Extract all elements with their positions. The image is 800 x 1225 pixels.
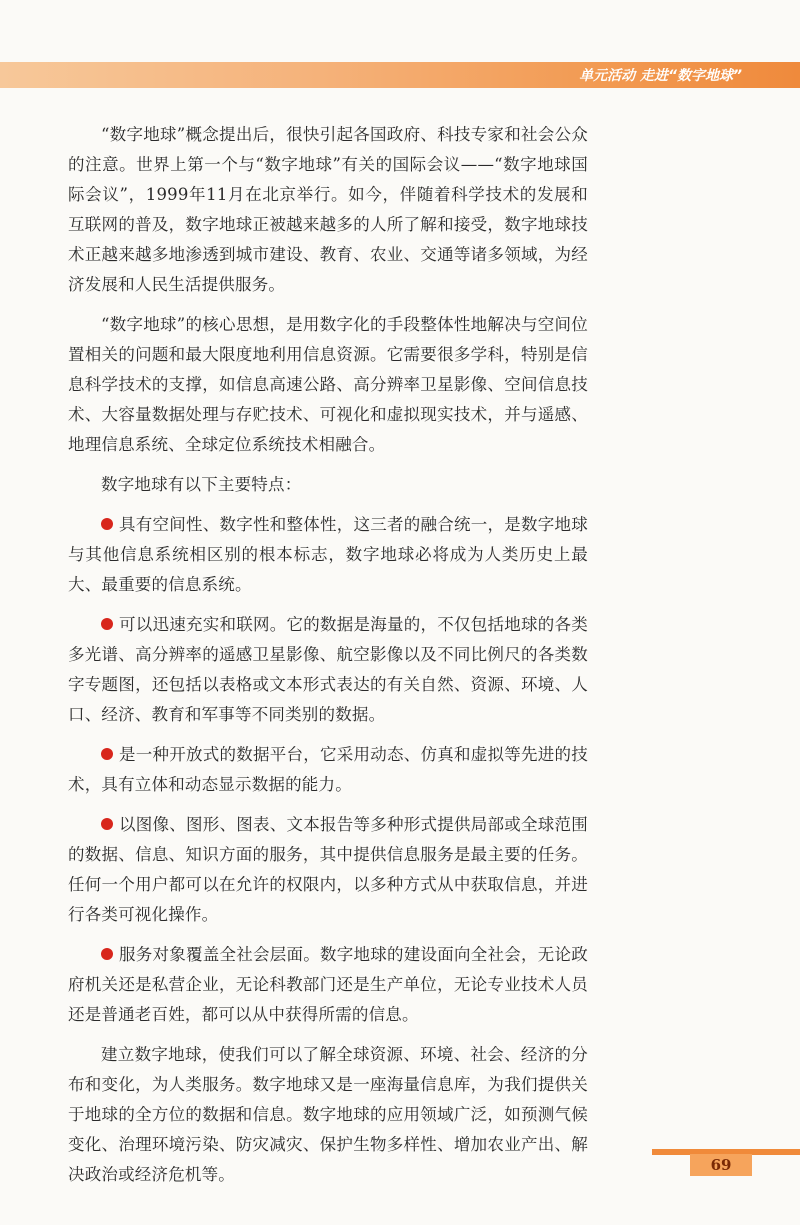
bullet-icon [101,618,113,630]
feature-item [68,610,588,730]
paragraph-core-idea: “数字地球”的核心思想，是用数字化的手段整体性地解决与空间位置相关的问题和最大限度地利用信息资源。它需要很多学科，特别是信息科学技术的支撑，如信息高速公路、高分辨率卫星影像、空间信息技术、大容量数据处理与存贮技术、可视化和虚拟现实技术，并与遥感、地理信息系统、全球定位系统技术相融合。 [68,315,588,454]
unit-title: 单元活动 走进“数字地球” [579,68,742,84]
bullet-icon [101,948,113,960]
paragraph-conclusion: 建立数字地球，使我们可以了解全球资源、环境、社会、经济的分布和变化，为人类服务。数字地球又是一座海量信息库，为我们提供关于地球的全方位的数据和信息。数字地球的应用领域广泛，如预测气候变化、治理环境污染、防灾减灾、保护生物多样性、增加农业产出、解决政治或经济危机等。 [68,1045,588,1184]
paragraph-features-lead: 数字地球有以下主要特点： [101,475,302,494]
bullet-icon [101,818,113,830]
feature-item [68,940,588,1030]
bullet-icon [101,518,113,530]
page-body [68,120,588,1200]
feature-text: 具有空间性、数字性和整体性，这三者的融合统一，是数字地球与其他信息系统相区别的根本标志，数字地球必将成为人类历史上最大、最重要的信息系统。 [68,515,588,594]
feature-text: 以图像、图形、图表、文本报告等多种形式提供局部或全球范围的数据、信息、知识方面的服务，其中提供信息服务是最主要的任务。任何一个用户都可以在允许的权限内，以多种方式从中获取信息，并进行各类可视化操作。 [68,815,588,924]
feature-item [68,510,588,600]
feature-item [68,810,588,930]
bullet-icon [101,748,113,760]
feature-text: 是一种开放式的数据平台，它采用动态、仿真和虚拟等先进的技术，具有立体和动态显示数据的能力。 [68,745,588,794]
paragraph-intro: “数字地球”概念提出后，很快引起各国政府、科技专家和社会公众的注意。世界上第一个与“数字地球”有关的国际会议——“数字地球国际会议”，1999年11月在北京举行。如今，伴随着科学技术的发展和互联网的普及，数字地球正被越来越多的人所了解和接受，数字地球技术正越来越多地渗透到城市建设、教育、农业、交通等诸多领域，为经济发展和人民生活提供服务。 [68,125,588,294]
feature-text: 服务对象覆盖全社会层面。数字地球的建设面向全社会，无论政府机关还是私营企业，无论科教部门还是生产单位，无论专业技术人员还是普通老百姓，都可以从中获得所需的信息。 [68,945,588,1024]
feature-text: 可以迅速充实和联网。它的数据是海量的，不仅包括地球的各类多光谱、高分辨率的遥感卫星影像、航空影像以及不同比例尺的各类数字专题图，还包括以表格或文本形式表达的有关自然、资源、环境、人口、经济、教育和军事等不同类别的数据。 [68,615,588,724]
page-number: 69 [690,1154,752,1176]
feature-item [68,740,588,800]
